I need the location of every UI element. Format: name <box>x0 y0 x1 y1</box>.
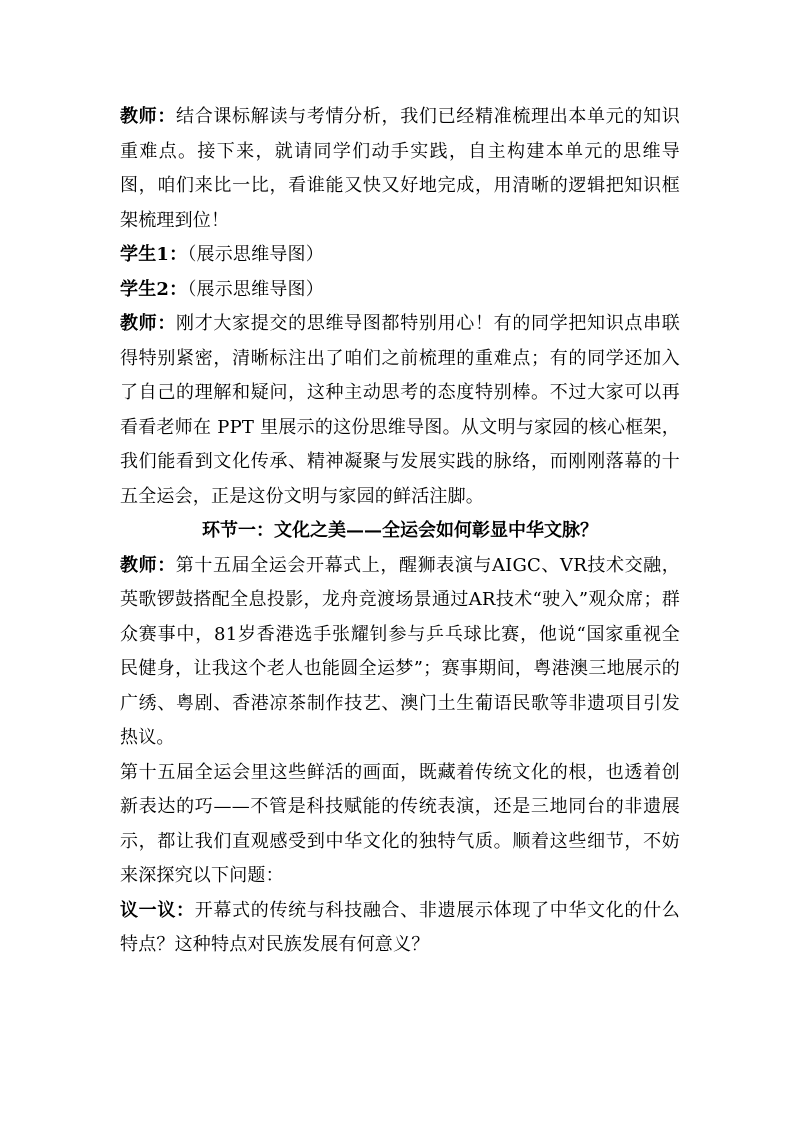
document-page <box>120 100 680 963</box>
speaker-label: 教师： <box>120 313 177 334</box>
paragraph-text: 第十五届全运会开幕式上，醒狮表演与AIGC、VR技术交融，英歌锣鼓搭配全息投影，龙舟竞渡场景通过AR技术“驶入”观众席；群众赛事中，81岁香港选手张耀钊参与乒乓球比赛，他说“国家重视全民健身，让我这个老人也能圆全运梦”；赛事期间，粤港澳三地展示的广绣、粤剧、香港凉茶制作技艺、澳门土生葡语民歌等非遗项目引发热议。 <box>120 554 680 748</box>
paragraph-teacher-feedback <box>120 307 680 514</box>
speaker-label: 教师： <box>120 106 177 127</box>
speaker-label: 议一议： <box>120 899 195 921</box>
paragraph-text: 刚才大家提交的思维导图都特别用心！有的同学把知识点串联得特别紧密，清晰标注出了咱们之前梳理的重难点；有的同学还加入了自己的理解和疑问，这种主动思考的态度特别棒。不过大家可以再看看老师在 PPT 里展示的这份思维导图。从文明与家园的核心框架，我们能看到文化传承、精神凝聚与发展实践的脉络，而刚刚落幕的十五全运会，正是这份文明与家园的鲜活注脚。 <box>120 313 680 507</box>
paragraph-student-1 <box>120 238 680 273</box>
paragraph-text: 开幕式的传统与科技融合、非遗展示体现了中华文化的什么特点？这种特点对民族发展有何意义？ <box>120 899 680 955</box>
speaker-label: 教师： <box>120 554 176 576</box>
paragraph-teacher-games <box>120 549 680 756</box>
paragraph-text: 结合课标解读与考情分析，我们已经精准梳理出本单元的知识重难点。接下来，就请同学们动手实践，自主构建本单元的思维导图，咱们来比一比，看谁能又快又好地完成，用清晰的逻辑把知识框架梳理到位！ <box>120 106 680 231</box>
section-heading: 环节一：文化之美——全运会如何彰显中华文脉？ <box>202 520 598 541</box>
paragraph-text: （展示思维导图） <box>187 278 324 300</box>
paragraph-text: 第十五届全运会里这些鲜活的画面，既藏着传统文化的根，也透着创新表达的巧——不管是科技赋能的传统表演，还是三地同台的非遗展示，都让我们直观感受到中华文化的独特气质。顺着这些细节，不妨来深探究以下问题： <box>120 761 680 886</box>
speaker-label: 学生1： <box>120 244 188 265</box>
paragraph-text: （展示思维导图） <box>187 244 324 265</box>
paragraph-summary <box>120 756 680 894</box>
paragraph-discussion <box>120 894 680 963</box>
paragraph-student-2 <box>120 273 680 308</box>
speaker-label: 学生2： <box>120 278 188 300</box>
paragraph-teacher-intro <box>120 100 680 238</box>
